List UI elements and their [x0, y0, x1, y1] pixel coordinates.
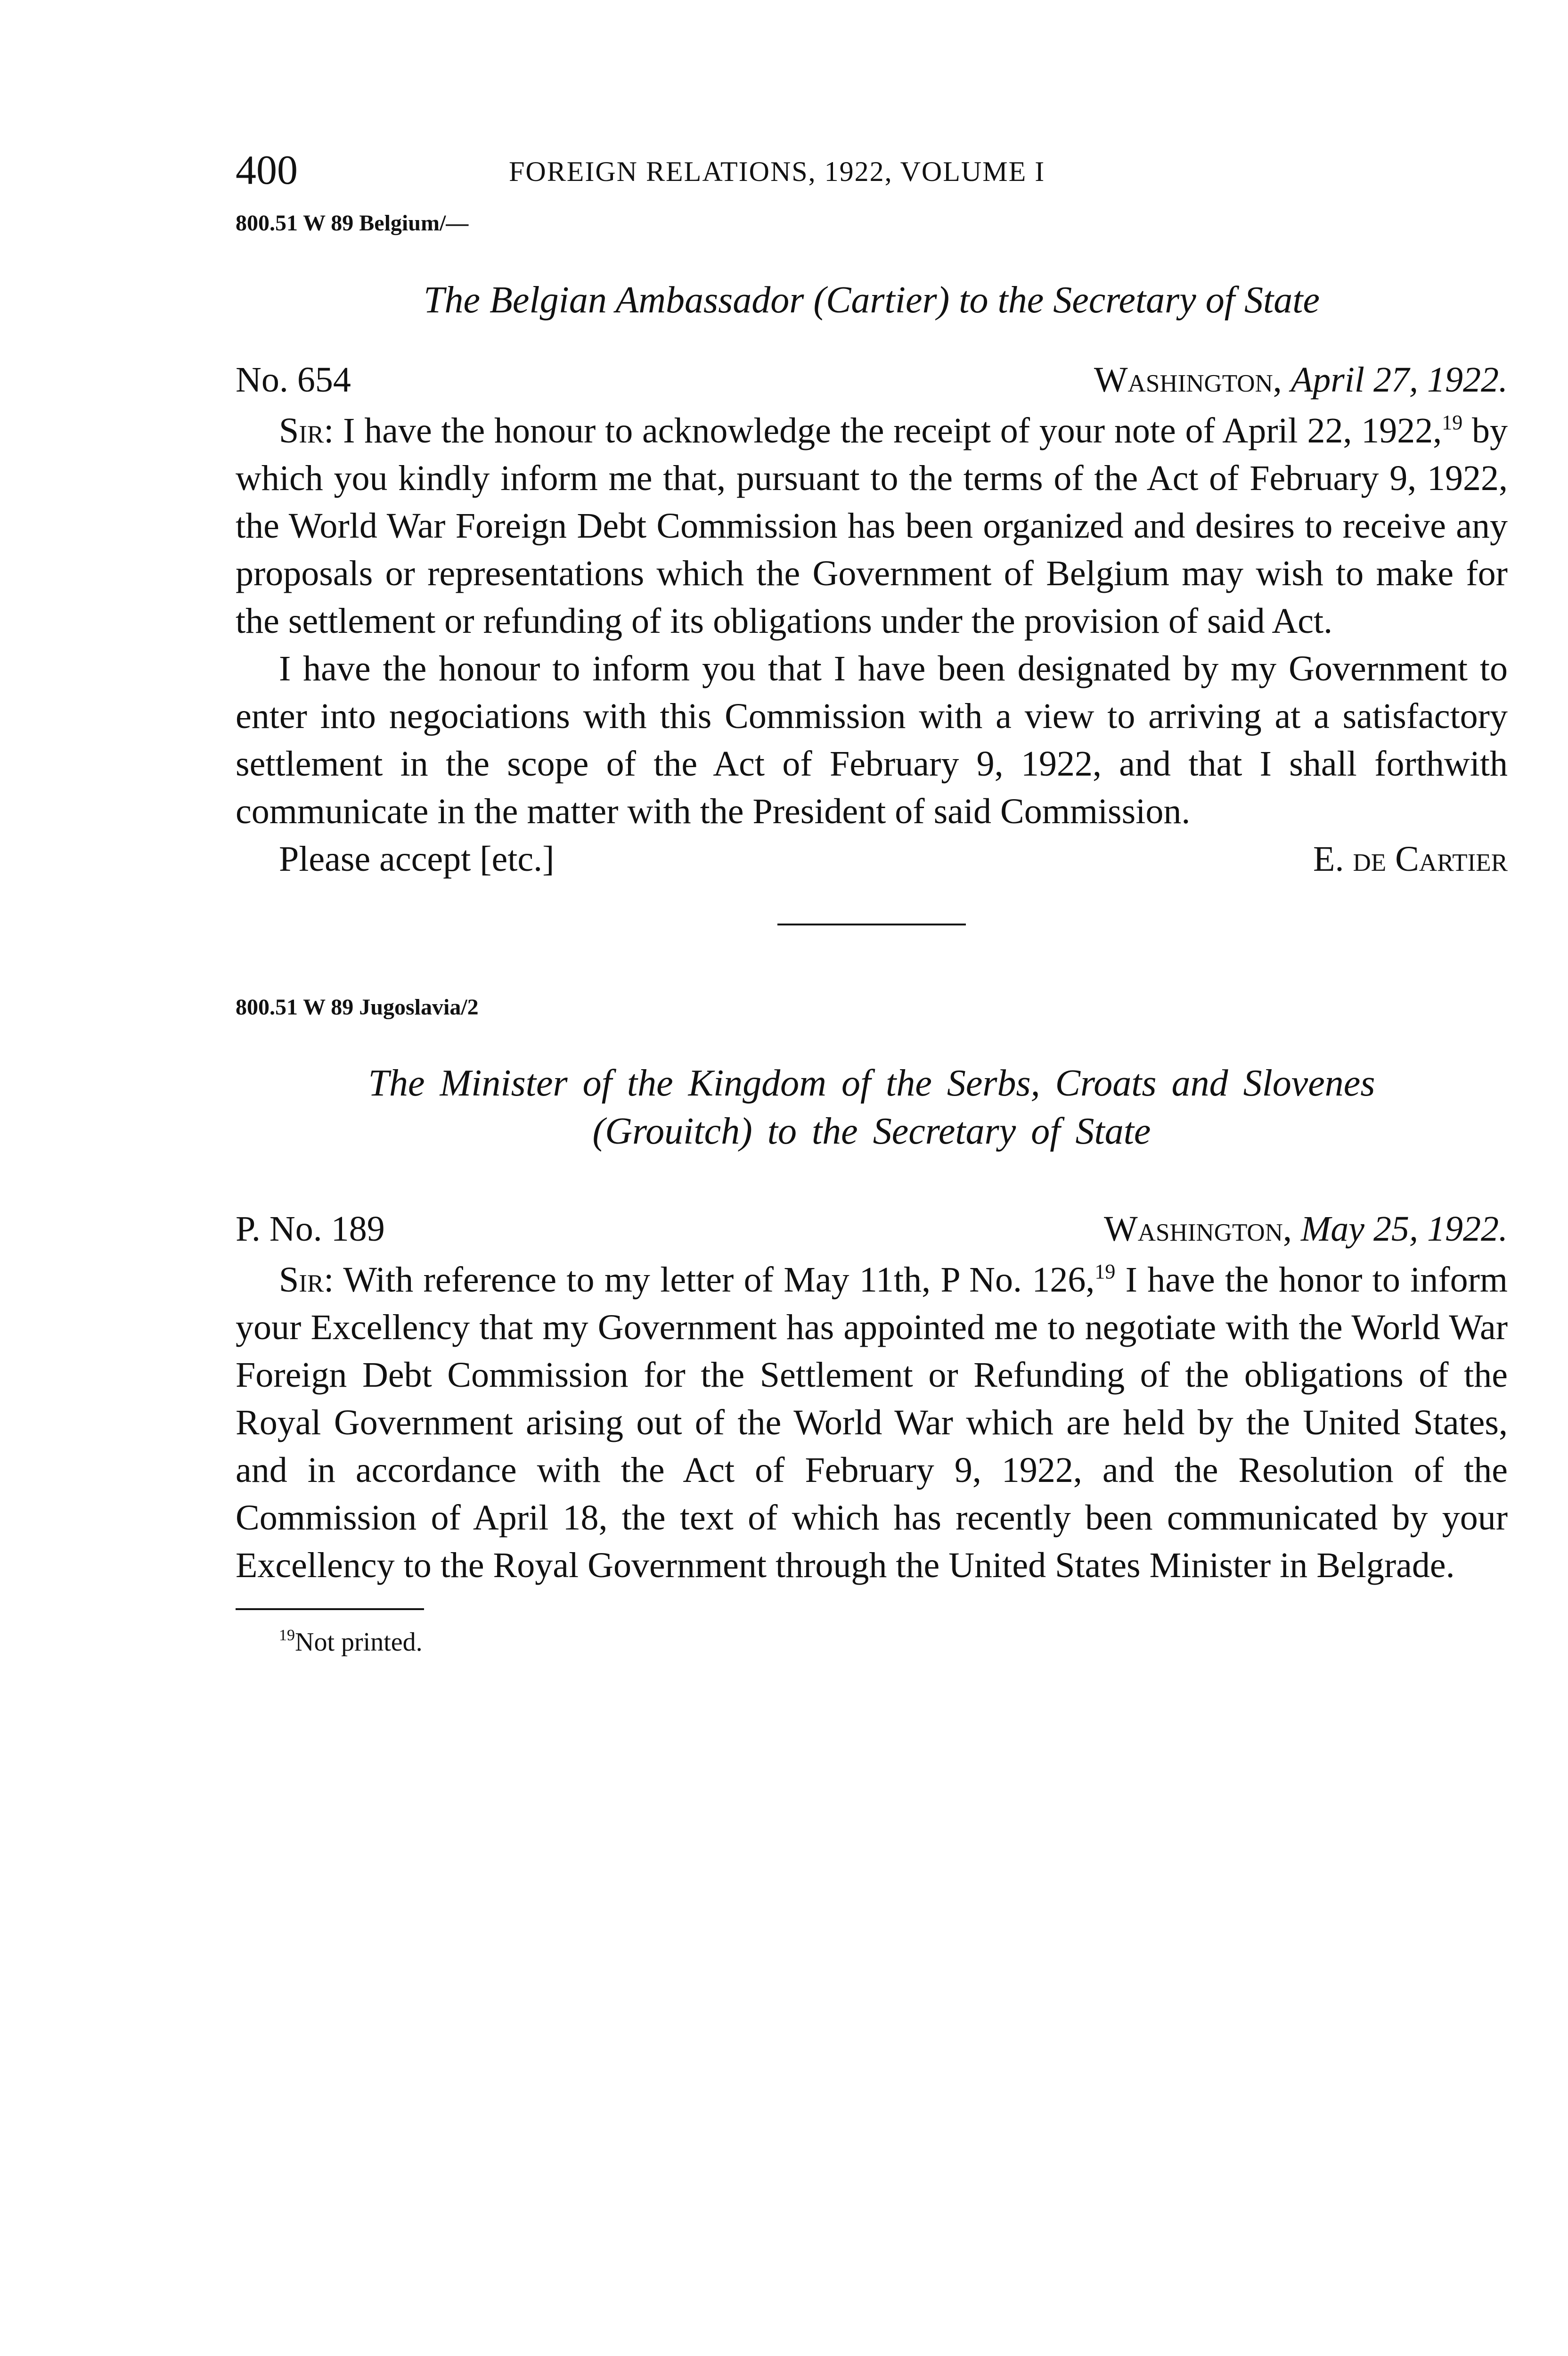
letter-paragraph: I have the honour to inform you that I have been designated by my Government to enter into negociations with this Commission with a view to arriving at a satisfactory settlement in the scope of the Act of February 9, 1922, and that I shall forthwith communicate in the matter with the President of said Commission. [236, 649, 1508, 831]
letter-paragraph [236, 407, 1508, 645]
paragraph-text: : I have the honour to acknowledge the receipt of your note of April 22, 1922, [324, 411, 1442, 450]
closing-line [236, 835, 1508, 883]
document-heading: The Belgian Ambassador (Cartier) to the Secretary of State [424, 279, 1320, 321]
letter-paragraph [236, 1256, 1508, 1589]
place: Washington, [1094, 360, 1282, 400]
closing: Please accept [etc.] [279, 839, 555, 879]
document-number: No. 654 [236, 360, 351, 400]
footnote-marker: 19 [279, 1627, 295, 1644]
page-number: 400 [236, 147, 298, 193]
dateline [236, 362, 1508, 398]
salutation: Sir [279, 411, 324, 450]
document-heading [236, 1059, 1508, 1155]
page-header [236, 141, 1508, 203]
salutation: Sir [279, 1260, 324, 1300]
file-number: 800.51 W 89 Jugoslavia/2 [236, 995, 479, 1020]
file-number: 800.51 W 89 Belgium/— [236, 211, 469, 236]
document-belgium [236, 212, 1508, 883]
footnote [236, 1629, 1508, 1655]
paragraph-text: : With reference to my letter of May 11th, P No. 126, [324, 1260, 1095, 1300]
date: May 25, 1922. [1300, 1209, 1508, 1249]
paragraph-text: by which you kindly inform me that, pursuant to the terms of the Act of February 9, 1922, the World War Foreign Debt Commission has been organized and desires to receive any proposals or representations which the Government of Belgium may wish to make for the settlement or refunding of its obligations under the provision of said Act. [236, 411, 1508, 641]
dateline [236, 1211, 1508, 1247]
date: April 27, 1922. [1290, 360, 1508, 400]
document-page [236, 141, 1508, 1655]
place: Washington, [1104, 1209, 1292, 1249]
footnote-reference: 19 [1442, 411, 1463, 434]
footnote-rule [236, 1608, 424, 1610]
signature: E. de Cartier [1313, 839, 1508, 879]
heading-line: The Minister of the Kingdom of the Serbs, Croats and Slovenes [368, 1063, 1375, 1104]
paragraph-text: I have the honor to inform your Excellency that my Government has appointed me to negotiate with the World War Foreign Debt Commission for the Settlement or Refunding of the obligations of the Royal Government arising out of the World War which are held by the United States, and in accordance with the Act of February 9, 1922, and the Resolution of the Commission of April 18, the text of which has recently been communicated by your Excellency to the Royal Government through the United States Minister in Belgrade. [236, 1260, 1508, 1585]
running-title: FOREIGN RELATIONS, 1922, VOLUME I [509, 156, 1045, 187]
section-separator [777, 924, 966, 925]
heading-line: (Grouitch) to the Secretary of State [592, 1111, 1151, 1152]
place-date [1094, 362, 1508, 398]
footnote-text: Not printed. [295, 1628, 423, 1657]
place-date [1104, 1211, 1508, 1247]
document-number: P. No. 189 [236, 1209, 385, 1249]
document-jugoslavia [236, 996, 1508, 1589]
footnote-reference: 19 [1094, 1260, 1116, 1283]
